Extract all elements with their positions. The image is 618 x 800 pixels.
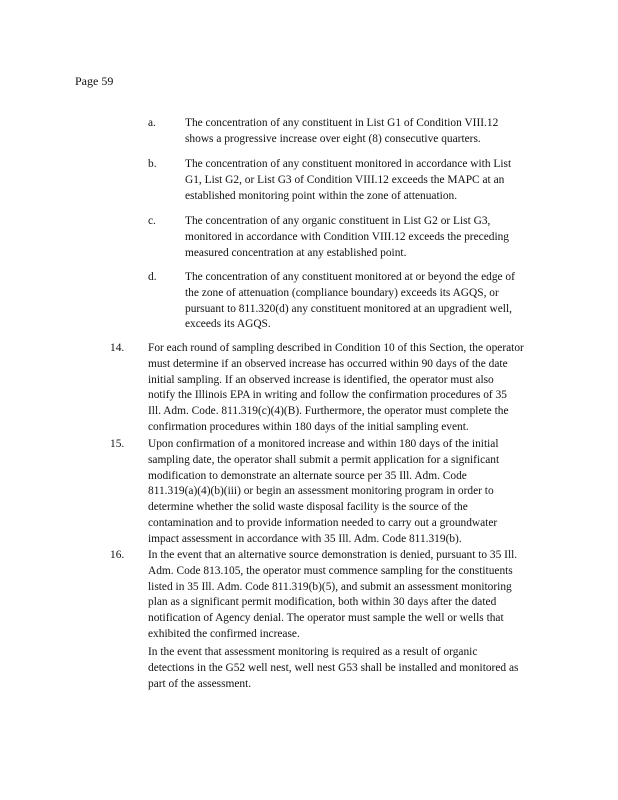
item-number: 14. [110, 342, 125, 354]
text-line: sampling date, the operator shall submit a permit application for a significant [148, 453, 500, 466]
subitem-text [185, 157, 545, 204]
text-line: shows a progressive increase over eight (8) consecutive quarters. [185, 132, 481, 145]
text-line: Upon confirmation of a monitored increase and within 180 days of the initial [148, 438, 499, 450]
item-text [148, 548, 583, 643]
text-line: The concentration of any organic constituent in List G2 or List G3, [185, 215, 491, 227]
text-line: listed in 35 Ill. Adm. Code 811.319(b)(5), and submit an assessment monitoring [148, 580, 512, 593]
subitem-text [185, 214, 545, 261]
text-line: the zone of attenuation (compliance boundary) exceeds its AGQS, or [185, 286, 499, 299]
text-line: established monitoring point within the zone of attenuation. [185, 189, 458, 202]
text-line: determine whether the solid waste disposal facility is the source of the [148, 501, 468, 514]
text-line: For each round of sampling described in Condition 10 of this Section, the operator [148, 342, 524, 354]
page-number: Page 59 [75, 74, 114, 88]
subitem-marker: d. [148, 271, 157, 283]
text-line: monitored in accordance with Condition VIII.12 exceeds the preceding [185, 230, 509, 243]
text-line: Adm. Code 813.105, the operator must commence sampling for the constituents [148, 564, 513, 577]
text-line: G1, List G2, or List G3 of Condition VIII.12 exceeds the MAPC at an [185, 173, 505, 186]
subitem-text [185, 270, 545, 333]
text-line: part of the assessment. [148, 677, 252, 690]
text-line: exceeds its AGQS. [185, 318, 271, 331]
item-number: 16. [110, 549, 125, 561]
text-line: modification to demonstrate an alternate source per 35 Ill. Adm. Code [148, 469, 467, 482]
text-line: Ill. Adm. Code. 811.319(c)(4)(B). Furthermore, the operator must complete the [148, 405, 509, 418]
text-line: The concentration of any constituent monitored at or beyond the edge of [185, 271, 515, 283]
condition-item-16-paragraph-2 [148, 645, 588, 692]
text-line: initial sampling. If an observed increase is identified, the operator must also [148, 373, 494, 386]
text-line: exhibited the confirmed increase. [148, 627, 300, 640]
text-line: The concentration of any constituent monitored in accordance with List [185, 158, 512, 170]
text-line: measured concentration at any established point. [185, 246, 407, 259]
subitem-marker: c. [148, 215, 156, 227]
text-line: The concentration of any constituent in List G1 of Condition VIII.12 [185, 117, 499, 129]
text-line: notify the Illinois EPA in writing and follow the confirmation procedures of 35 [148, 389, 507, 402]
text-line: contamination and to provide information needed to carry out a groundwater [148, 516, 498, 529]
item-text [148, 341, 583, 436]
text-line: pursuant to 811.320(d) any constituent monitored at an upgradient well, [185, 302, 512, 315]
item-number: 15. [110, 438, 125, 450]
text-line: detections in the G52 well nest, well nest G53 shall be installed and monitored as [148, 661, 519, 674]
text-line: plan as a significant permit modification, both within 30 days after the dated [148, 596, 497, 609]
text-line: must determine if an observed increase has occurred within 90 days of the date [148, 357, 508, 370]
subitem-marker: a. [148, 117, 156, 129]
text-line: confirmation procedures within 180 days of the initial sampling event. [148, 420, 469, 433]
subitem-text [185, 116, 545, 148]
subitem-marker: b. [148, 158, 157, 170]
text-line: In the event that assessment monitoring is required as a result of organic [148, 646, 478, 658]
item-text [148, 437, 583, 548]
text-line: In the event that an alternative source demonstration is denied, pursuant to 35 Ill. [148, 549, 518, 561]
text-line: 811.319(a)(4)(b)(iii) or begin an assessment monitoring program in order to [148, 485, 494, 498]
text-line: impact assessment in accordance with 35 Ill. Adm. Code 811.319(b). [148, 532, 462, 545]
text-line: notification of Agency denial. The operator must sample the well or wells that [148, 612, 504, 625]
